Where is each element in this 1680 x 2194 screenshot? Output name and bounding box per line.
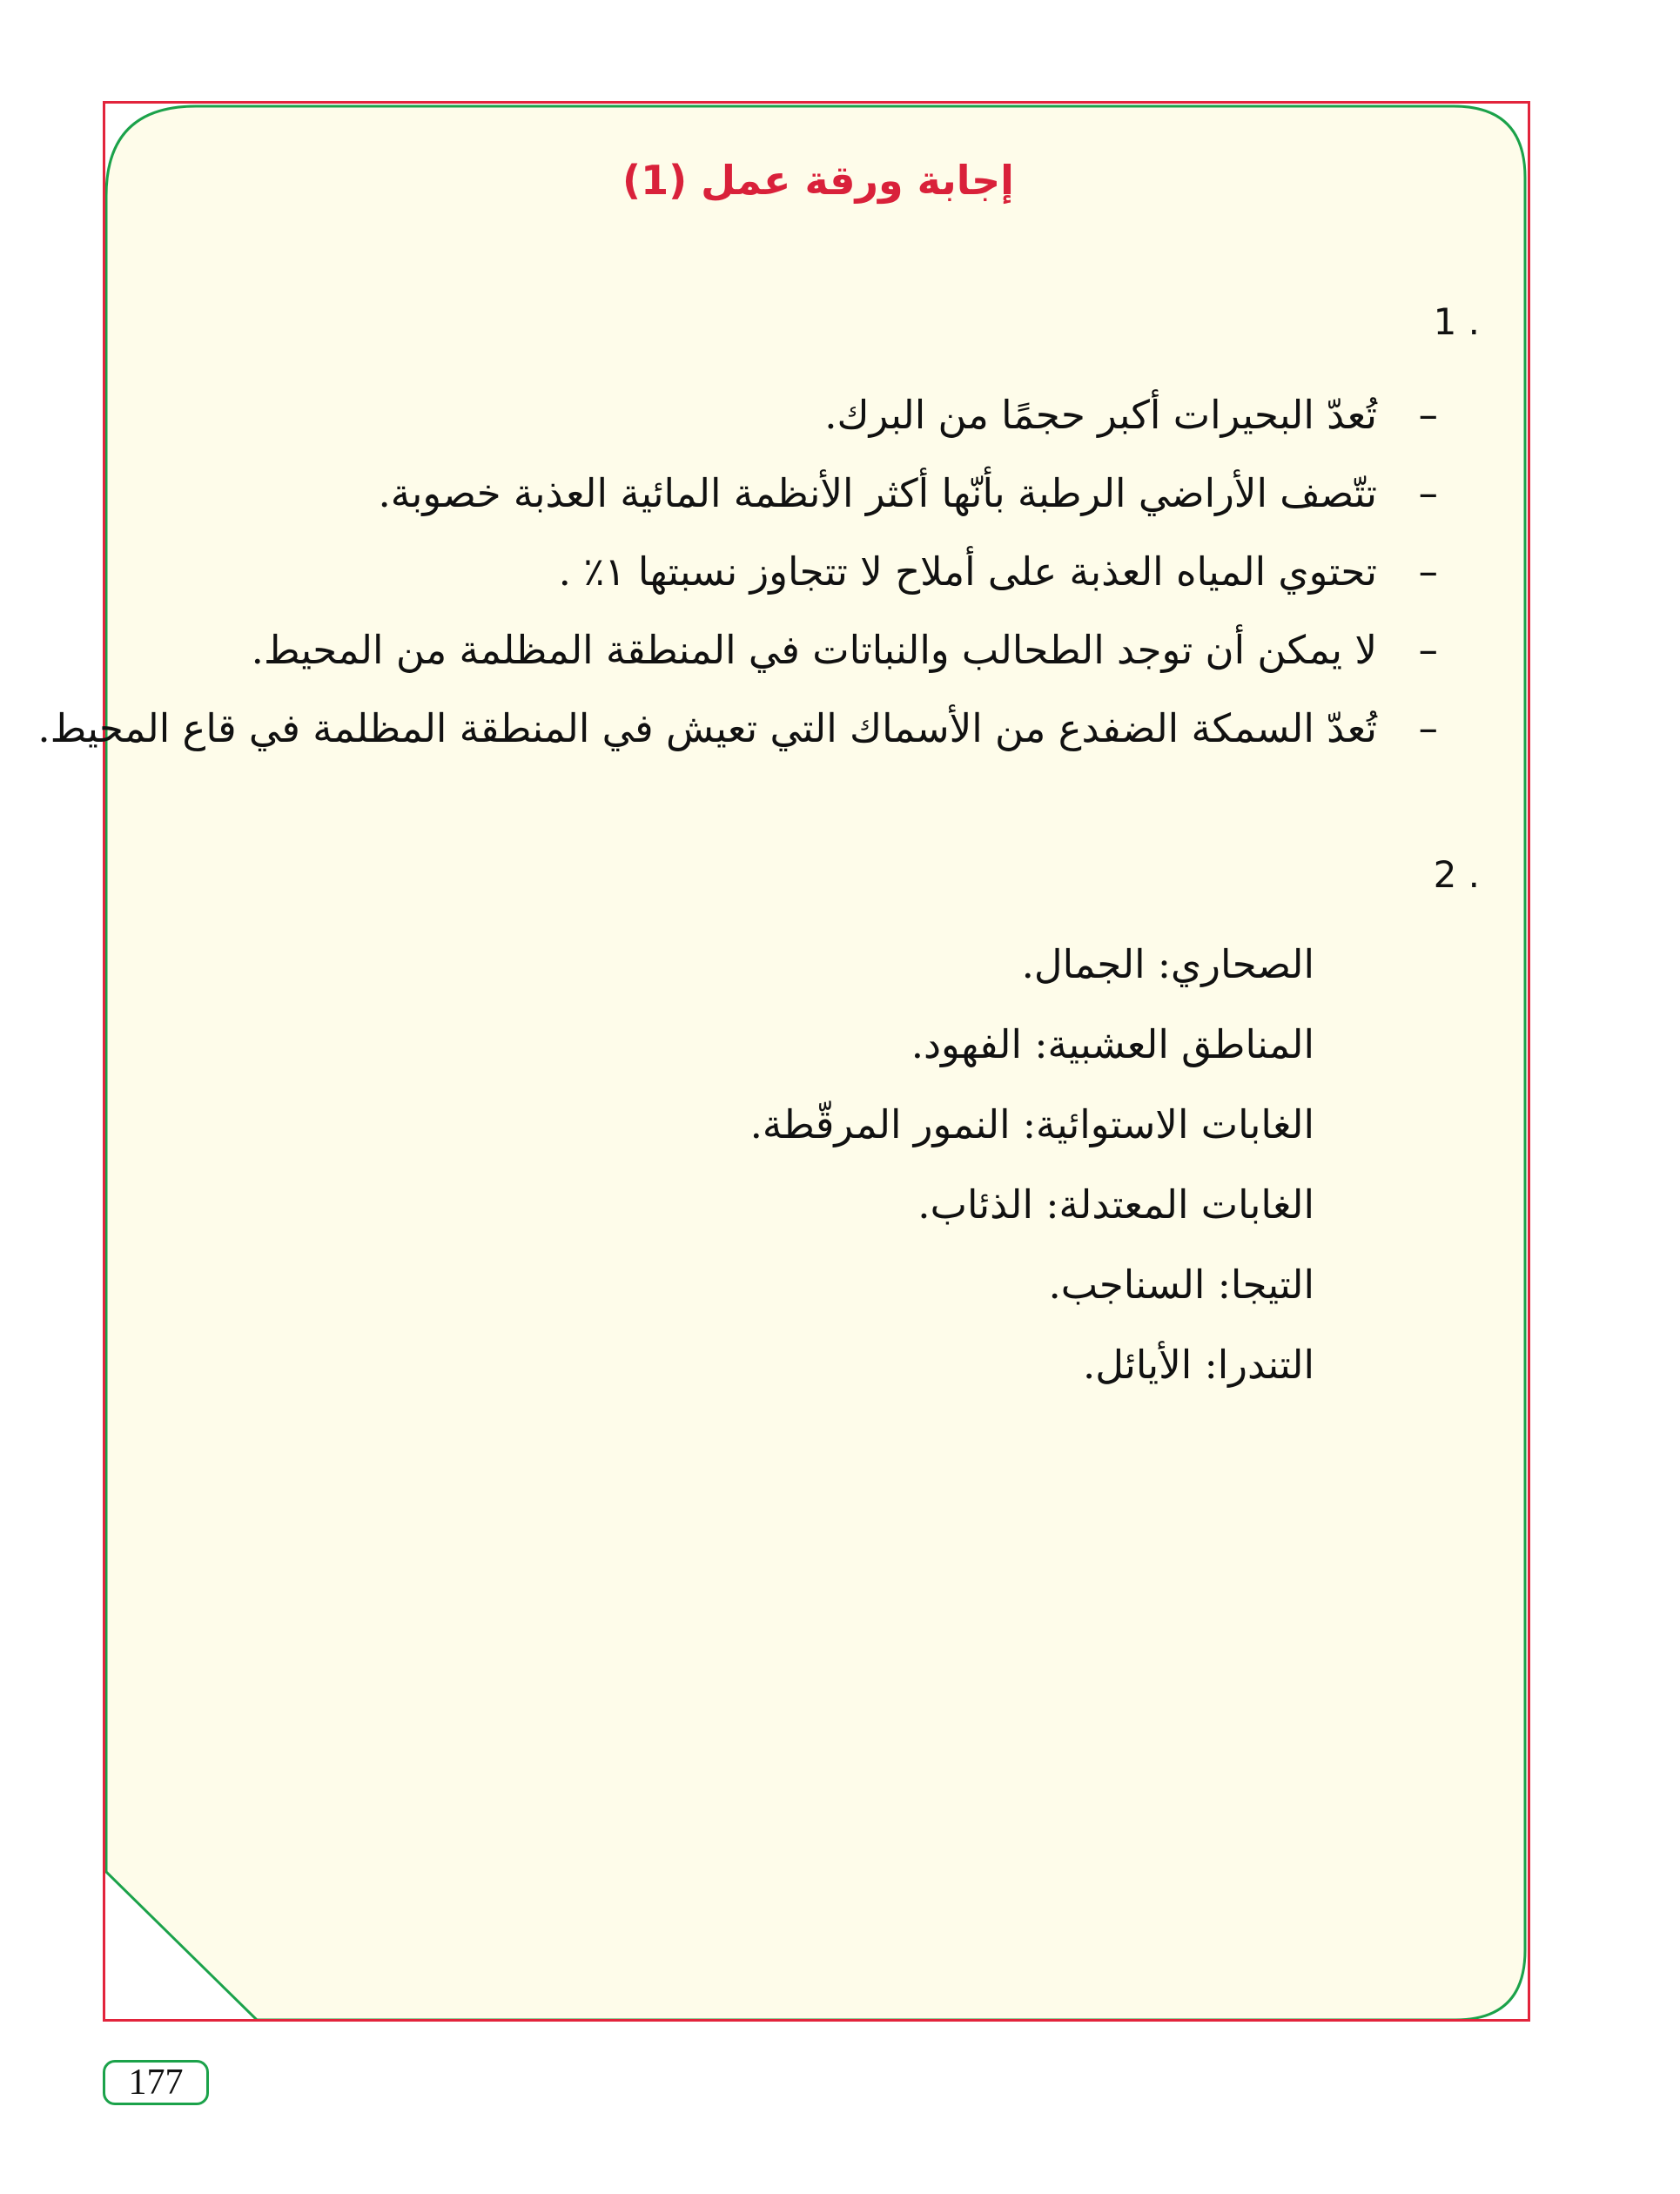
list-item — [37, 690, 1438, 768]
bullet-dash: – — [1418, 392, 1438, 438]
list-item: التيجا: السناجب. — [1048, 1262, 1314, 1308]
bullet-dash: – — [1418, 470, 1438, 516]
worksheet-answer-content — [37, 104, 1523, 2011]
bullet-dash: – — [1418, 705, 1438, 751]
list-item: التندرا: الأيائل. — [1082, 1342, 1314, 1388]
section-1-number: 1 . — [1433, 300, 1480, 343]
list-item-text: تُعدّ السمكة الضفدع من الأسماك التي تعيش في المنطقة المظلمة في قاع المحيط. — [37, 705, 1377, 751]
list-item — [132, 611, 1438, 690]
list-item: الصحاري: الجمال. — [1021, 941, 1314, 987]
page-title: إجابة ورقة عمل (1) — [622, 157, 1014, 204]
section-2-list — [357, 925, 1314, 1405]
list-item: المناطق العشبية: الفهود. — [911, 1021, 1314, 1067]
list-item: الغابات المعتدلة: الذئاب. — [917, 1181, 1314, 1228]
list-item-text: تُعدّ البحيرات أكبر حجمًا من البرك. — [824, 392, 1377, 438]
list-item — [132, 454, 1438, 533]
list-item — [132, 376, 1438, 454]
list-item-text: لا يمكن أن توجد الطحالب والنباتات في المنطقة المظلمة من المحيط. — [251, 627, 1377, 673]
list-item-text: تحتوي المياه العذبة على أملاح لا تتجاوز نسبتها ١٪ . — [558, 548, 1377, 595]
list-item: الغابات الاستوائية: النمور المرقّطة. — [749, 1101, 1314, 1147]
list-item — [132, 533, 1438, 611]
bullet-dash: – — [1418, 548, 1438, 595]
section-2-number: 2 . — [1433, 853, 1480, 896]
page-number: 177 — [103, 2060, 209, 2105]
list-item-text: تتّصف الأراضي الرطبة بأنّها أكثر الأنظمة المائية العذبة خصوبة. — [378, 470, 1377, 516]
section-1-list — [37, 376, 1438, 768]
bullet-dash: – — [1418, 627, 1438, 673]
